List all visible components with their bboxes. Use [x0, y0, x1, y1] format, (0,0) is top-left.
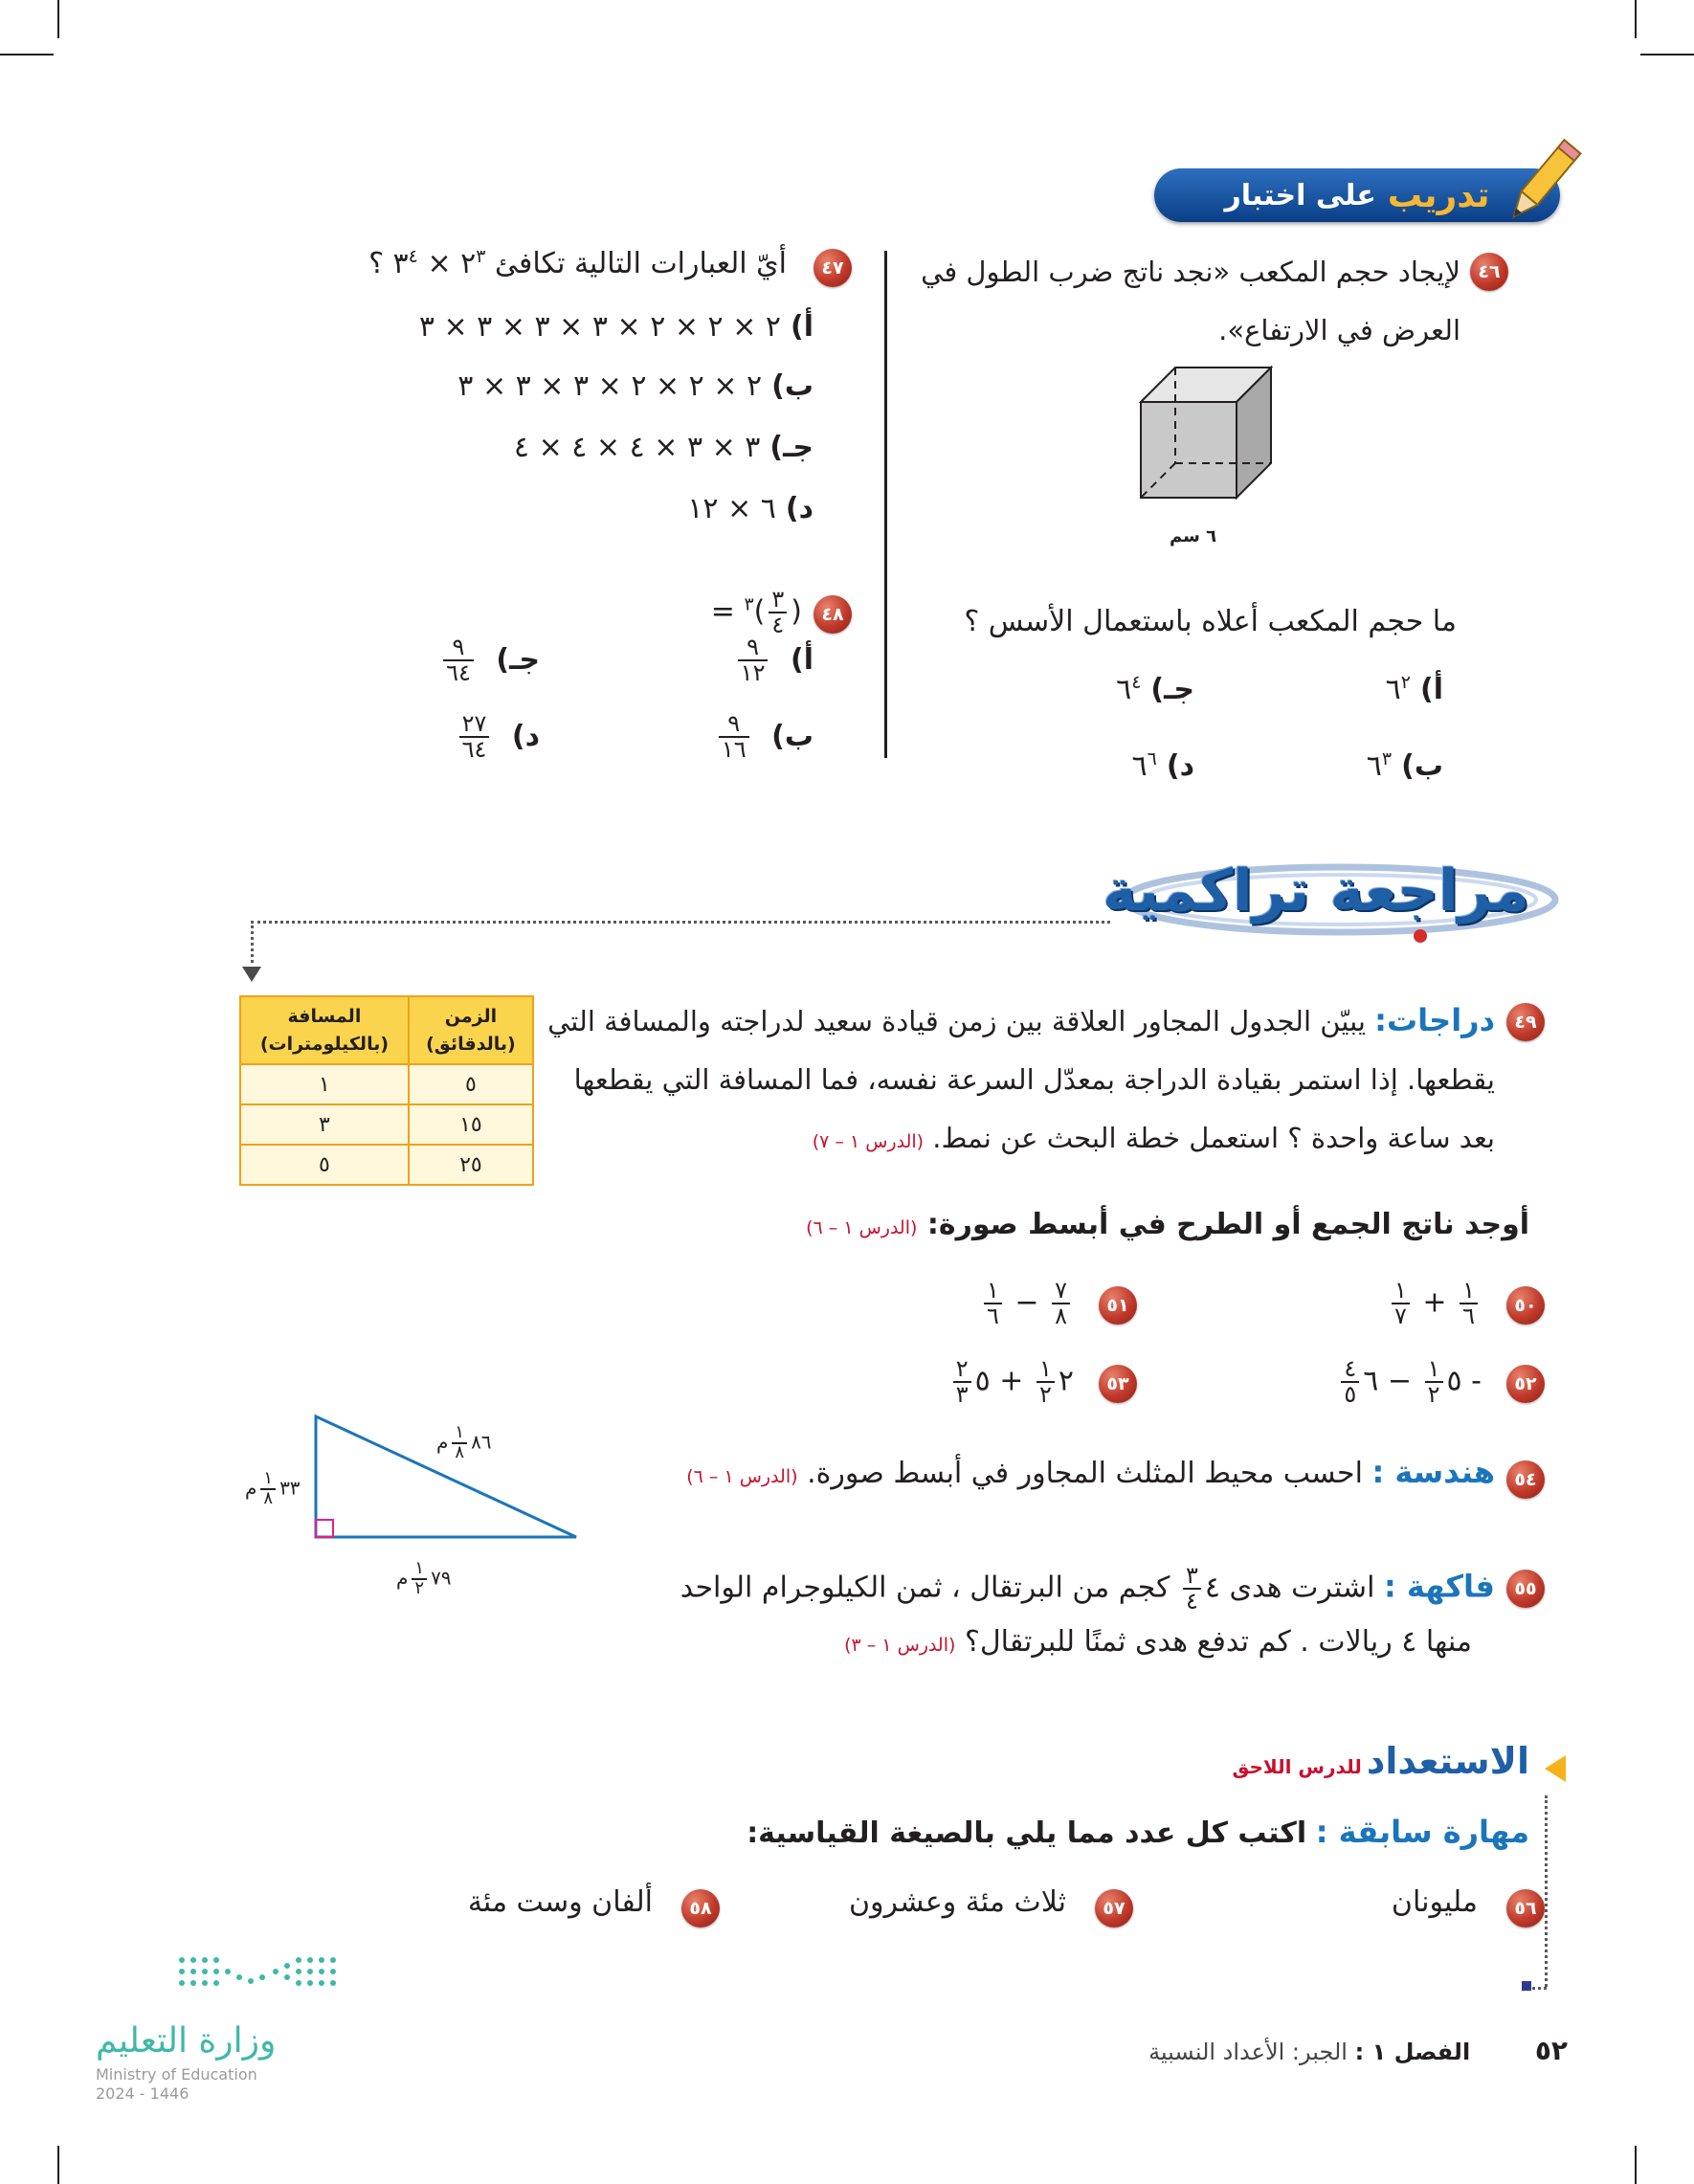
question-number-52: ٥٢: [1506, 1365, 1545, 1403]
banner-test-rest: على اختبار: [1224, 178, 1376, 212]
q58-text: ألفان وست مئة: [467, 1885, 653, 1919]
table-row: ١٥ ٣: [240, 1104, 533, 1145]
prep-end-marker: [1522, 1981, 1531, 1991]
q47-option-c[interactable]: جـ)٣ × ٣ × ٤ × ٤ × ٤: [513, 431, 814, 464]
question-number-55: ٥٥: [1506, 1570, 1545, 1608]
q46-option-b[interactable]: $ب)٦^٣$: [1366, 748, 1443, 783]
q48-option-c[interactable]: جـ) $\frac{٩}{٦٤}$: [439, 635, 540, 685]
crop-mark: [57, 0, 59, 38]
q46-option-d[interactable]: $د)٦^٦$: [1131, 748, 1194, 783]
q48-option-a[interactable]: أ) $\frac{٩}{١٢}$: [734, 635, 814, 685]
q50-expression: $\frac{١}{٦}$ + $\frac{١}{٧}$: [1388, 1279, 1482, 1328]
chapter-label: الفصل ١ :: [1354, 2039, 1471, 2065]
q47-option-a[interactable]: أ)٢ × ٢ × ٢ × ٣ × ٣ × ٣ × ٣: [418, 310, 814, 344]
page-number: ٥٢: [1534, 2035, 1568, 2066]
ministry-name-ar: وزارة التعليم: [96, 2021, 277, 2061]
question-number-57: ٥٧: [1095, 1889, 1133, 1928]
q57-text: ثلاث مئة وعشرون: [849, 1885, 1066, 1919]
section-sum-title: أوجد ناتج الجمع أو الطرح في أبسط صورة: (الدرس ١ – ٦): [806, 1208, 1529, 1241]
q55-line-2: منها ٤ ريالات . كم تدفع هدى ثمنًا للبرتقال؟ (الدرس ١ – ٣): [844, 1625, 1472, 1659]
question-number-51: ٥١: [1099, 1286, 1137, 1325]
triangle-side-bottom: ٧٩ $\frac{١}{٢}$ م: [396, 1558, 452, 1598]
q51-expression: $\frac{٧}{٨}$ − $\frac{١}{٦}$: [980, 1279, 1074, 1328]
table-header-distance: المسافة (بالكيلومترات): [240, 996, 409, 1064]
ministry-year: 2024 - 1446: [96, 2084, 189, 2103]
dotted-guide-line: [251, 921, 1110, 924]
dotted-guide-line: [251, 921, 254, 963]
chapter-title: الجبر: الأعداد النسبية: [1148, 2039, 1348, 2065]
question-number-46: ٤٦: [1470, 253, 1508, 291]
prior-skill-text: مهارة سابقة : اكتب كل عدد مما يلي بالصيغة القياسية:: [747, 1814, 1529, 1850]
question-number-47: ٤٧: [814, 249, 852, 287]
prep-heading: الاستعداد للدرس اللاحق: [1232, 1740, 1529, 1782]
q52-expression: - ٥ $\frac{١}{٢}$ − ٦ $\frac{٤}{٥}$: [1337, 1357, 1482, 1407]
arrow-down-icon: [242, 967, 261, 982]
cube-side-label: ٦ سم: [1170, 526, 1217, 546]
q48-option-d[interactable]: د) $\frac{٢٧}{٦٤}$: [456, 712, 540, 762]
question-number-50: ٥٠: [1506, 1286, 1545, 1325]
crop-mark: [1640, 54, 1694, 56]
prep-arrow-icon: [1545, 1755, 1566, 1782]
q55-line-1: فاكهة : اشترت هدى ٤ $\frac{٣}{٤}$ كجم من البرتقال ، ثمن الكيلوجرام الواحد: [680, 1562, 1495, 1616]
q48-expression: ( $\frac{٣}{٤}$ )$^٣$ =: [710, 586, 802, 639]
q49-text: دراجات: يبيّن الجدول المجاور العلاقة بين زمن قيادة سعيد لدراجته والمسافة التي يقطعها. إذا استمر بقيادة الدراجة بمعدّل السرعة نفسه، فما المسافة التي يقطعها بعد ساعة واحدة ؟ استعمل خطة البحث عن نمط. (الدرس ١ – ٧): [547, 1002, 1495, 1154]
q53-expression: ٢ $\frac{١}{٢}$ + ٥ $\frac{٢}{٣}$: [949, 1357, 1074, 1407]
q46-question: ما حجم المكعب أعلاه باستعمال الأسس ؟: [964, 605, 1457, 638]
q56-text: مليونان: [1391, 1885, 1478, 1919]
pencil-icon: [1493, 130, 1589, 235]
cube-diagram: [1137, 364, 1290, 517]
ministry-name-en: Ministry of Education: [96, 2065, 257, 2084]
triangle-side-hypotenuse: ٨٦ $\frac{١}{٨}$ م: [436, 1422, 492, 1462]
question-number-48: ٤٨: [814, 595, 852, 634]
table-row: ٢٥ ٥: [240, 1145, 533, 1185]
table-header-time: الزمن (بالدقائق): [409, 996, 533, 1064]
q54-text: هندسة : احسب محيط المثلث المجاور في أبسط صورة. (الدرس ١ – ٦): [686, 1454, 1495, 1490]
ministry-logo-icon: [172, 1952, 345, 2000]
question-number-53: ٥٣: [1099, 1365, 1137, 1403]
q47-option-d[interactable]: د)٦ × ١٢: [687, 492, 814, 525]
footer: [1148, 2035, 1568, 2066]
question-number-56: ٥٦: [1506, 1889, 1545, 1928]
crop-mark: [1635, 2146, 1637, 2184]
q47-option-b[interactable]: ب)٢ × ٢ × ٢ × ٣ × ٣ × ٣: [457, 369, 814, 403]
q48-option-b[interactable]: ب) $\frac{٩}{١٦}$: [715, 712, 814, 762]
q47-stem: أيّ العبارات التالية تكافئ $٢^٣$ × $٣^٤$ ؟: [368, 246, 787, 280]
banner-test-word: تدريب: [1387, 175, 1490, 215]
question-number-58: ٥٨: [681, 1889, 720, 1928]
table-row: ٥ ١: [240, 1064, 533, 1104]
crop-mark: [0, 54, 54, 56]
q46-option-c[interactable]: $جـ)٦^٤$: [1116, 672, 1194, 706]
triangle-side-left: ٣٣ $\frac{١}{٨}$ م: [245, 1468, 301, 1508]
column-divider: [884, 251, 887, 758]
q46-stem: لإيجاد حجم المكعب «نجد ناتج ضرب الطول في العرض في الارتفاع».: [921, 256, 1460, 346]
q46-option-a[interactable]: $أ)٦^٢$: [1385, 672, 1443, 706]
q48-fraction: $\frac{٣}{٤}$: [769, 588, 787, 637]
q49-data-table: [239, 995, 534, 1186]
question-number-54: ٥٤: [1506, 1460, 1545, 1499]
prep-dotted-frame: [1545, 1795, 1548, 1987]
crop-mark: [57, 2146, 59, 2184]
crop-mark: [1635, 0, 1637, 38]
question-number-49: ٤٩: [1506, 1003, 1545, 1041]
cumulative-review-title: مراجعة تراكمية: [1103, 858, 1529, 925]
